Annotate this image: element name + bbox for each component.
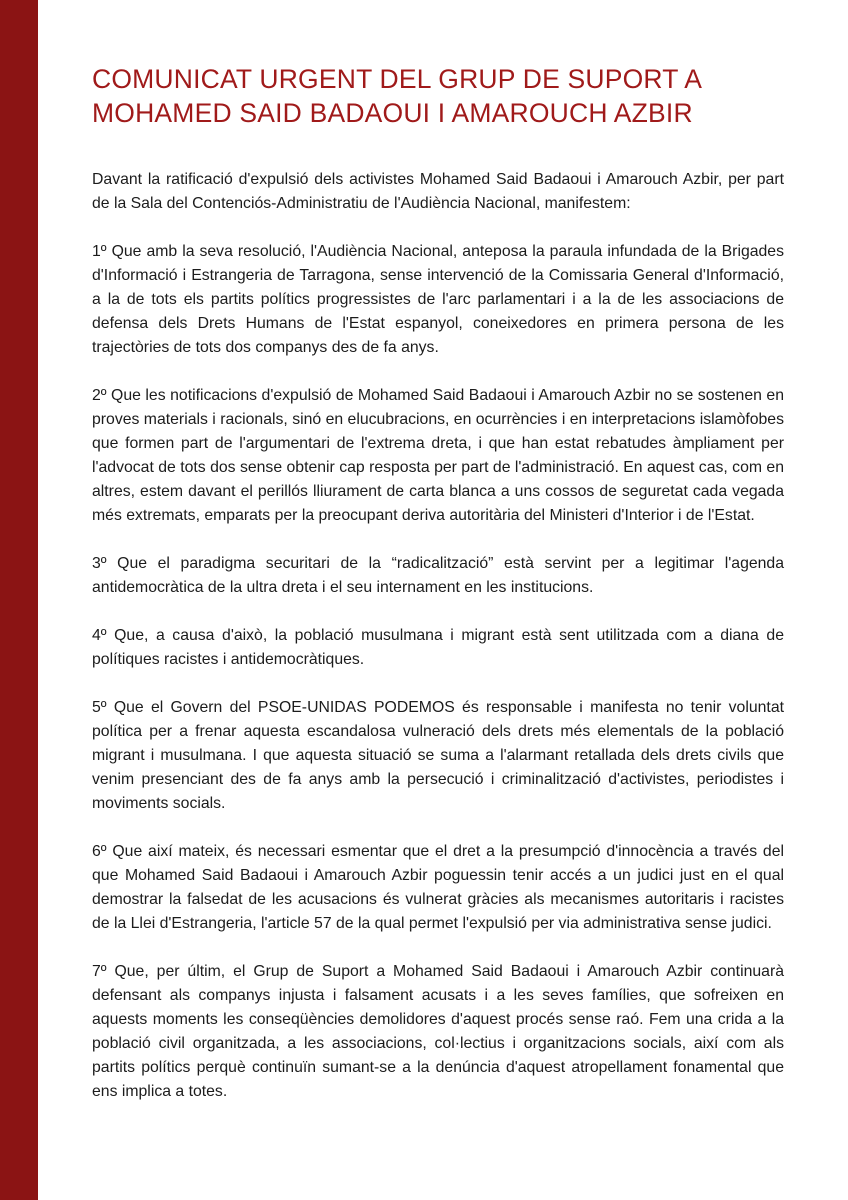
point-2-paragraph: 2º Que les notificacions d'expulsió de Mohamed Said Badaoui i Amarouch Azbir no se sostenen en proves materials i racionals, sinó en elucubracions, en ocurrències i en interpretacions islamòfobes que formen part de l'argumentari de l'extrema dreta, i que han estat rebatudes àmpliament per l'advocat de tots dos sense obtenir cap resposta per part de l'administració. En aquest cas, com en altres, estem davant el perillós lliurament de carta blanca a uns cossos de seguretat cada vegada més extremats, emparats per la preocupant deriva autoritària del Ministeri d'Interior i de l'Estat. xyxy=(92,387,784,524)
point-6-paragraph: 6º Que així mateix, és necessari esmentar que el dret a la presumpció d'innocència a través del que Mohamed Said Badaoui i Amarouch Azbir poguessin tenir accés a un judici just en el qual demostrar la falsedat de les acusacions és vulnerat gràcies als mecanismes autoritaris i racistes de la Llei d'Estrangeria, l'article 57 de la qual permet l'expulsió per via administrativa sense judici. xyxy=(92,843,784,932)
point-1-paragraph: 1º Que amb la seva resolució, l'Audiència Nacional, anteposa la paraula infundada de la Brigades d'Informació i Estrangeria de Tarragona, sense intervenció de la Comissaria General d'Informació, a la de tots els partits polítics progressistes de l'arc parlamentari i a la de les associacions de defensa dels Drets Humans de l'Estat espanyol, coneixedores en primera persona de les trajectòries de tots dos companys des de fa anys. xyxy=(92,243,784,356)
intro-paragraph: Davant la ratificació d'expulsió dels activistes Mohamed Said Badaoui i Amarouch Azbir, per part de la Sala del Contenciós-Administratiu de l'Audiència Nacional, manifestem: xyxy=(92,171,784,212)
point-3-paragraph: 3º Que el paradigma securitari de la “radicalització” està servint per a legitimar l'agenda antidemocràtica de la ultra dreta i el seu internament en les institucions. xyxy=(92,555,784,596)
accent-side-bar xyxy=(0,0,38,1200)
document-body xyxy=(92,62,784,1128)
point-7-paragraph: 7º Que, per últim, el Grup de Suport a Mohamed Said Badaoui i Amarouch Azbir continuarà defensant als companys injusta i falsament acusats i a les seves famílies, que sofreixen en aquests moments les conseqüències demolidores d'aquest procés sense raó. Fem una crida a la població civil organitzada, a les associacions, col·lectius i organitzacions socials, així com als partits polítics perquè continuïn sumant-se a la denúncia d'aquest atropellament fonamental que ens implica a totes. xyxy=(92,963,784,1100)
point-4-paragraph: 4º Que, a causa d'això, la població musulmana i migrant està sent utilitzada com a diana de polítiques racistes i antidemocràtiques. xyxy=(92,627,784,668)
point-5-paragraph: 5º Que el Govern del PSOE-UNIDAS PODEMOS és responsable i manifesta no tenir voluntat política per a frenar aquesta escandalosa vulneració dels drets més elementals de la població migrant i musulmana. I que aquesta situació se suma a l'alarmant retallada dels drets civils que venim presenciant des de fa anys amb la persecució i criminalització d'activistes, periodistes i moviments socials. xyxy=(92,699,784,812)
document-title: COMUNICAT URGENT DEL GRUP DE SUPORT A MOHAMED SAID BADAOUI I AMAROUCH AZBIR xyxy=(92,64,701,128)
